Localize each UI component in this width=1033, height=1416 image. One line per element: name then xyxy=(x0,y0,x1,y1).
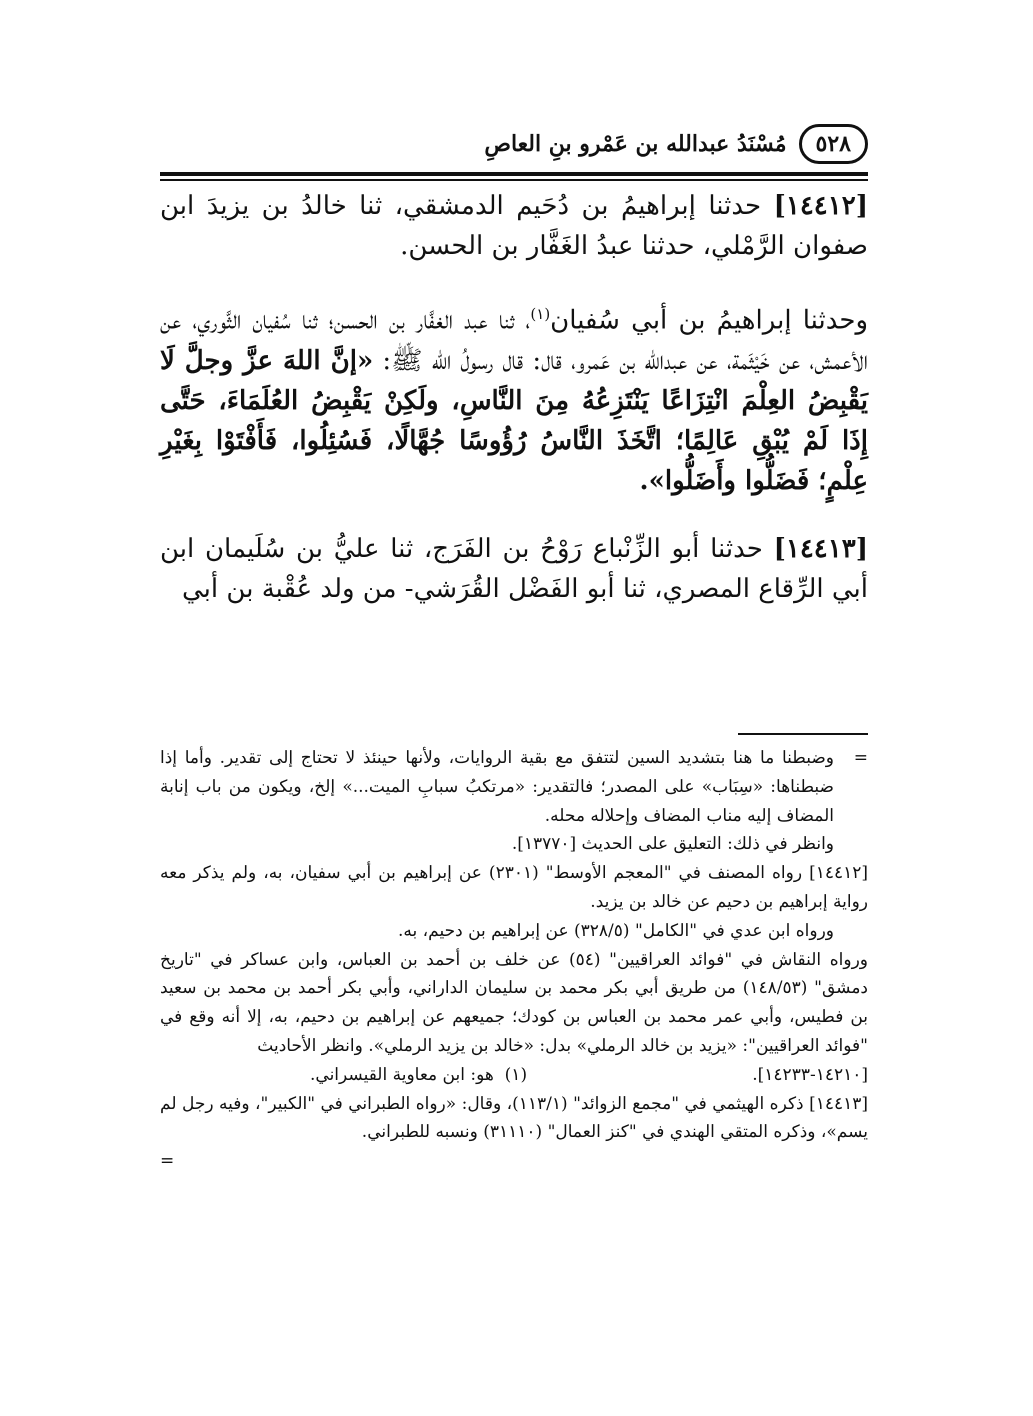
hadith-isnad: حدثنا إبراهيمُ بن دُحَيم الدمشقي، ثنا خالدُ بن يزيدَ ابن صفوان الرَّمْلي، حدثنا عبدُ الغَفَّار بن الحسن. xyxy=(160,191,868,261)
footnote-text: [١٤٢١٠-١٤٢٣٣]. xyxy=(752,1064,868,1085)
footnotes xyxy=(160,744,868,1176)
hadith-14413 xyxy=(160,529,868,609)
footnote-14413 xyxy=(160,1090,868,1176)
footnote-hadith-number: [١٤٤١٢] xyxy=(809,863,869,884)
footnote-text: هو: ابن معاوية القيسراني. xyxy=(310,1064,494,1085)
page-header xyxy=(160,118,868,170)
header-rule-thick xyxy=(160,172,868,176)
hadith-14412 xyxy=(160,186,868,266)
isnad-rest: ، ثنا عبد الغفَّار بن الحسن؛ ثنا سُفيان الثَّوري، عن الأعمش، عن خَيْثَمة، عن عبدالله بن عَمرو، قال: قال رسولُ الله ﷺ: xyxy=(160,305,868,376)
footnote-hadith-number: [١٤٤١٣] xyxy=(809,1093,869,1114)
main-text xyxy=(160,186,868,609)
continuation-mark: = xyxy=(853,748,868,768)
footnote-continuation xyxy=(160,744,868,859)
footnote-text: رواه المصنف في "المعجم الأوسط" (٢٣٠١) عن إبراهيم بن أبي سفيان، به، ولم يذكر معه رواية إبراهيم بن دحيم عن خالد بن يزيد. xyxy=(160,863,868,912)
footnote-1 xyxy=(160,1061,527,1090)
continuation-mark: = xyxy=(160,1151,175,1172)
header-rule-thin xyxy=(160,179,868,181)
hadith-number: [١٤٤١٢] xyxy=(773,191,869,221)
footnote-end-line xyxy=(160,1147,868,1176)
hadith-matn: «إنَّ اللهَ عزَّ وجلَّ لَا يَقْبِضُ العِلْمَ انْتِزَاعًا يَنْتَزِعُهُ مِنَ النَّاسِ، ولَكِنْ يَقْبِضُ العُلَمَاءَ، حَتَّى إِذَا لَمْ يُبْقِ عَالِمًا؛ اتَّخَذَ النَّاسُ رُؤُوسًا جُهَّالًا، فَسُئِلُوا، فَأَفْتَوْا بِغَيْرِ عِلْمٍ؛ فَضَلُّوا وأَضَلُّوا». xyxy=(160,345,868,496)
footnote-text: وانظر في ذلك: التعليق على الحديث [١٣٧٧٠]. xyxy=(511,834,834,855)
page-number: ٥٢٨ xyxy=(799,124,868,164)
footnote-text: ورواه النقاش في "فوائد العراقيين" (٥٤) عن خلف بن أحمد بن العباس، وابن عساكر في "تاريخ دمشق" (١٤٨/٥٣) من طريق أبي بكر محمد بن سليمان الداراني، وأبي بكر أحمد بن محمد بن سعيد بن فطيس، وأبي عمر محمد بن العباس بن كودك؛ جميعهم عن إبراهيم بن دحيم، به، إلا أنه وقع في "فوائد العراقيين": «يزيد بن خالد الرملي» بدل: «خالد بن يزيد الرملي». وانظر الأحاديث xyxy=(160,949,868,1056)
hadith-number: [١٤٤١٣] xyxy=(773,533,869,564)
running-title: مُسْنَدُ عبدالله بن عَمْرو بنِ العاصِ xyxy=(484,131,787,157)
footnote-text: وضبطنا ما هنا بتشديد السين لتتفق مع بقية الروايات، ولأنها حينئذ لا تحتاج إلى تقدير. وأما إذا ضبطناها: «سِبَاب» على المصدر؛ فالتقدير: «مرتكبُ سبابِ الميت...» إلخ، ويكون من باب إنابة المضاف إليه مناب المضاف وإحلاله محله. xyxy=(160,748,834,826)
footnote-label: (١) xyxy=(504,1064,528,1085)
footnote-text: ذكره الهيثمي في "مجمع الزوائد" (١١٣/١)، وقال: «رواه الطبراني في "الكبير"، وفيه رجل لم يسم»، وذكره المتقي الهندي في "كنز العمال" (٣١١١٠) ونسبه للطبراني. xyxy=(160,1093,868,1143)
footnote-ref: (١) xyxy=(530,305,551,323)
hadith-14412-second-chain xyxy=(160,294,868,501)
hadith-isnad: حدثنا أبو الزِّنْباع رَوْحُ بن الفَرَج، ثنا عليُّ بن سُلَيمان ابن أبي الرِّقاع المصري، ثنا أبو الفَضْل القُرَشي- من ولد عُقْبة بن أبي xyxy=(160,533,868,604)
footnote-14412 xyxy=(160,859,868,1089)
footnote-text: ورواه ابن عدي في "الكامل" (٣٢٨/٥) عن إبراهيم بن دحيم، به. xyxy=(398,920,834,941)
footnote-line xyxy=(160,1061,868,1090)
isnad-intro: وحدثنا إبراهيمُ بن أبي سُفيان xyxy=(550,305,868,336)
footnote-separator xyxy=(738,733,868,735)
